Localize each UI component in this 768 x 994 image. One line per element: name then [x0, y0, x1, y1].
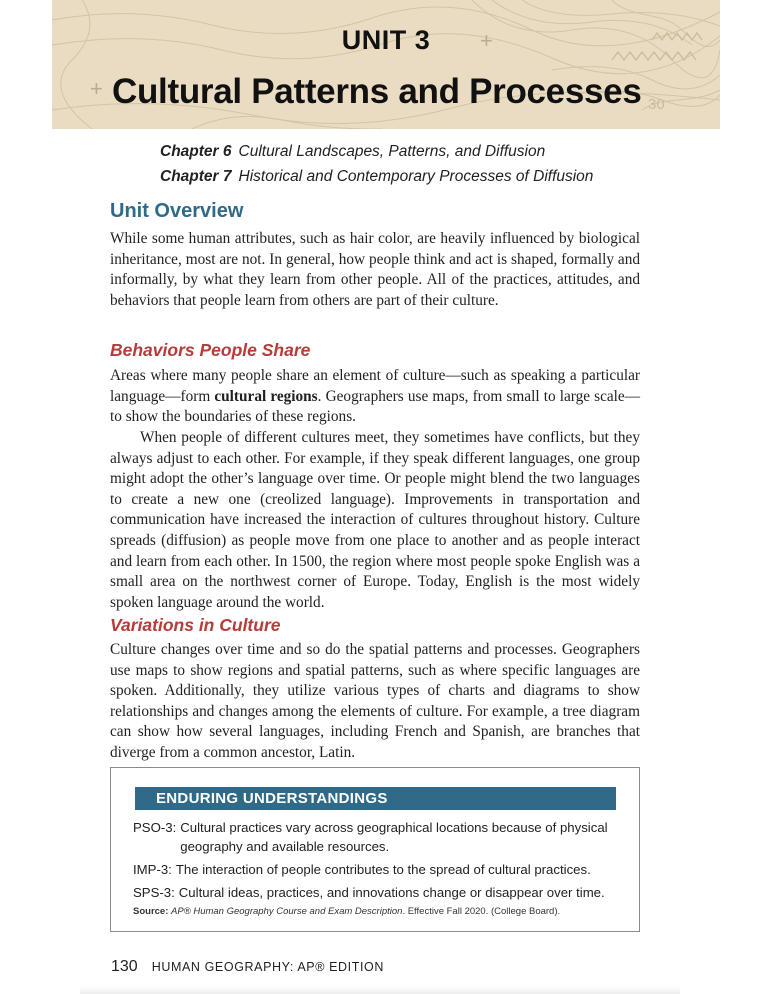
unit-overview-heading: Unit Overview: [110, 200, 244, 222]
variations-heading: Variations in Culture: [110, 615, 281, 635]
page-number: 130: [111, 958, 138, 975]
map-grid-number: 30: [648, 96, 665, 113]
understanding-code: PSO-3:: [133, 820, 177, 835]
chapter-item: [160, 139, 680, 164]
chapter-list: [160, 139, 680, 189]
key-term-cultural-regions: cultural regions: [214, 387, 318, 405]
enduring-understandings-list: [133, 818, 621, 917]
chapter-number: Chapter 7: [160, 168, 232, 185]
unit-banner: [52, 0, 720, 129]
chapter-title: Cultural Landscapes, Patterns, and Diffusion: [238, 143, 546, 160]
enduring-understandings-box: [110, 767, 640, 932]
overview-paragraph: While some human attributes, such as hair color, are heavily influenced by biological inheritance, most are not. In general, how people think and act is shaped, formally and informally, by what they learn from other people. All of the practices, attitudes, and behaviors that people learn from others are part of their culture.: [110, 230, 640, 309]
understanding-text: Cultural ideas, practices, and innovations change or disappear over time.: [178, 885, 605, 900]
page-footer: [111, 958, 384, 976]
source-citation: [133, 906, 621, 917]
enduring-understandings-heading: ENDURING UNDERSTANDINGS: [135, 787, 616, 810]
paragraph-text: Areas where many people share an element of culture—such as speaking a particular language—form: [110, 367, 640, 405]
chapter-item: [160, 164, 680, 189]
unit-title: Cultural Patterns and Processes: [112, 72, 642, 111]
plus-mark-icon: +: [90, 76, 103, 101]
understanding-item: [133, 818, 621, 856]
source-label: Source:: [133, 906, 169, 917]
variations-paragraph: Culture changes over time and so do the spatial patterns and processes. Geographers use maps to show regions and spatial patterns, such as where specific languages are spoken. Additionally, they utilize various types of charts and diagrams to show relationships and changes among the elements of culture. For example, a tree diagram can show how several languages, including French and Spanish, are branches that diverge from a common ancestor, Latin.: [110, 641, 640, 761]
source-details: . Effective Fall 2020. (College Board).: [402, 906, 561, 917]
understanding-code: SPS-3:: [133, 885, 175, 900]
plus-mark-icon: +: [480, 28, 493, 53]
unit-label: UNIT 3: [341, 25, 431, 55]
understanding-text: Cultural practices vary across geographical locations because of physical geography and available resources.: [180, 820, 608, 854]
source-title: AP® Human Geography Course and Exam Description: [171, 906, 403, 917]
behaviors-heading: Behaviors People Share: [110, 340, 311, 360]
behaviors-paragraph-1: [110, 366, 640, 428]
chapter-number: Chapter 6: [160, 143, 232, 160]
behaviors-paragraph-2: When people of different cultures meet, they sometimes have conflicts, but they always adjust to each other. For example, if they speak different languages, one group might adopt the other’s language over time. Or people might blend the two languages to create a new one (creolized language). Improvements in transportation and communication have increased the interaction of cultures throughout history. Culture spreads (diffusion) as people move from one place to another and as people interact and learn from each other. In 1500, the region where most people spoke English was a small area on the northwest corner of Europe. Today, English is the most widely spoken language around the world.: [110, 429, 640, 611]
understanding-code: IMP-3:: [133, 862, 172, 877]
page-edge-shadow: [80, 986, 680, 994]
paragraph-text: . Geographers use maps, from small to large scale—to show the boundaries of these regions.: [110, 387, 640, 426]
chapter-title: Historical and Contemporary Processes of Diffusion: [238, 168, 594, 185]
book-title: HUMAN GEOGRAPHY: AP® EDITION: [151, 960, 384, 974]
understanding-item: [133, 883, 621, 902]
understanding-item: [133, 860, 621, 879]
understanding-text: The interaction of people contributes to the spread of cultural practices.: [175, 862, 591, 877]
